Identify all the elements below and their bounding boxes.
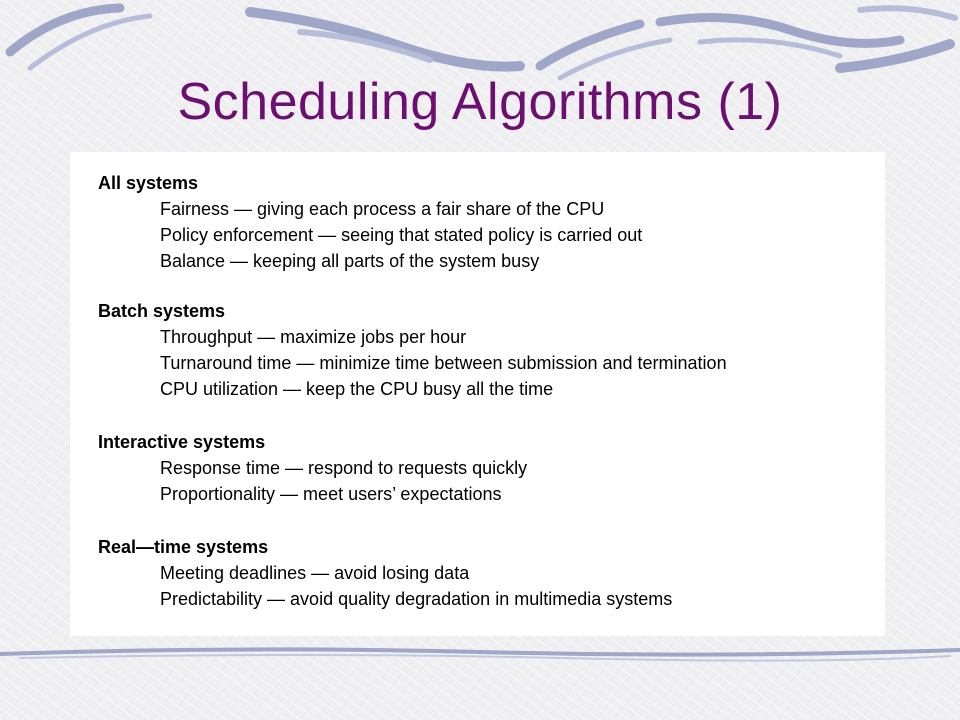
section-all-systems [98, 170, 642, 274]
section-batch-systems [98, 298, 727, 402]
section-realtime-systems [98, 534, 672, 612]
list-item: Fairness — giving each process a fair share of the CPU [160, 199, 605, 219]
section-heading: Interactive systems [98, 432, 266, 452]
list-item: CPU utilization — keep the CPU busy all the time [160, 379, 554, 399]
section-heading: Batch systems [98, 301, 226, 321]
section-heading: All systems [98, 173, 199, 193]
list-item: Policy enforcement — seeing that stated policy is carried out [160, 225, 643, 245]
decorative-swirl-bottom [0, 638, 960, 668]
section-interactive-systems [98, 429, 527, 507]
list-item: Balance — keeping all parts of the system busy [160, 251, 540, 271]
list-item: Response time — respond to requests quickly [160, 458, 528, 478]
section-heading: Real—time systems [98, 537, 269, 557]
list-item: Proportionality — meet users’ expectations [160, 484, 502, 504]
list-item: Throughput — maximize jobs per hour [160, 327, 467, 347]
list-item: Turnaround time — minimize time between submission and termination [160, 353, 727, 373]
content-panel [70, 152, 885, 636]
slide-title: Scheduling Algorithms (1) [177, 73, 783, 131]
list-item: Predictability — avoid quality degradation in multimedia systems [160, 589, 673, 609]
list-item: Meeting deadlines — avoid losing data [160, 563, 470, 583]
